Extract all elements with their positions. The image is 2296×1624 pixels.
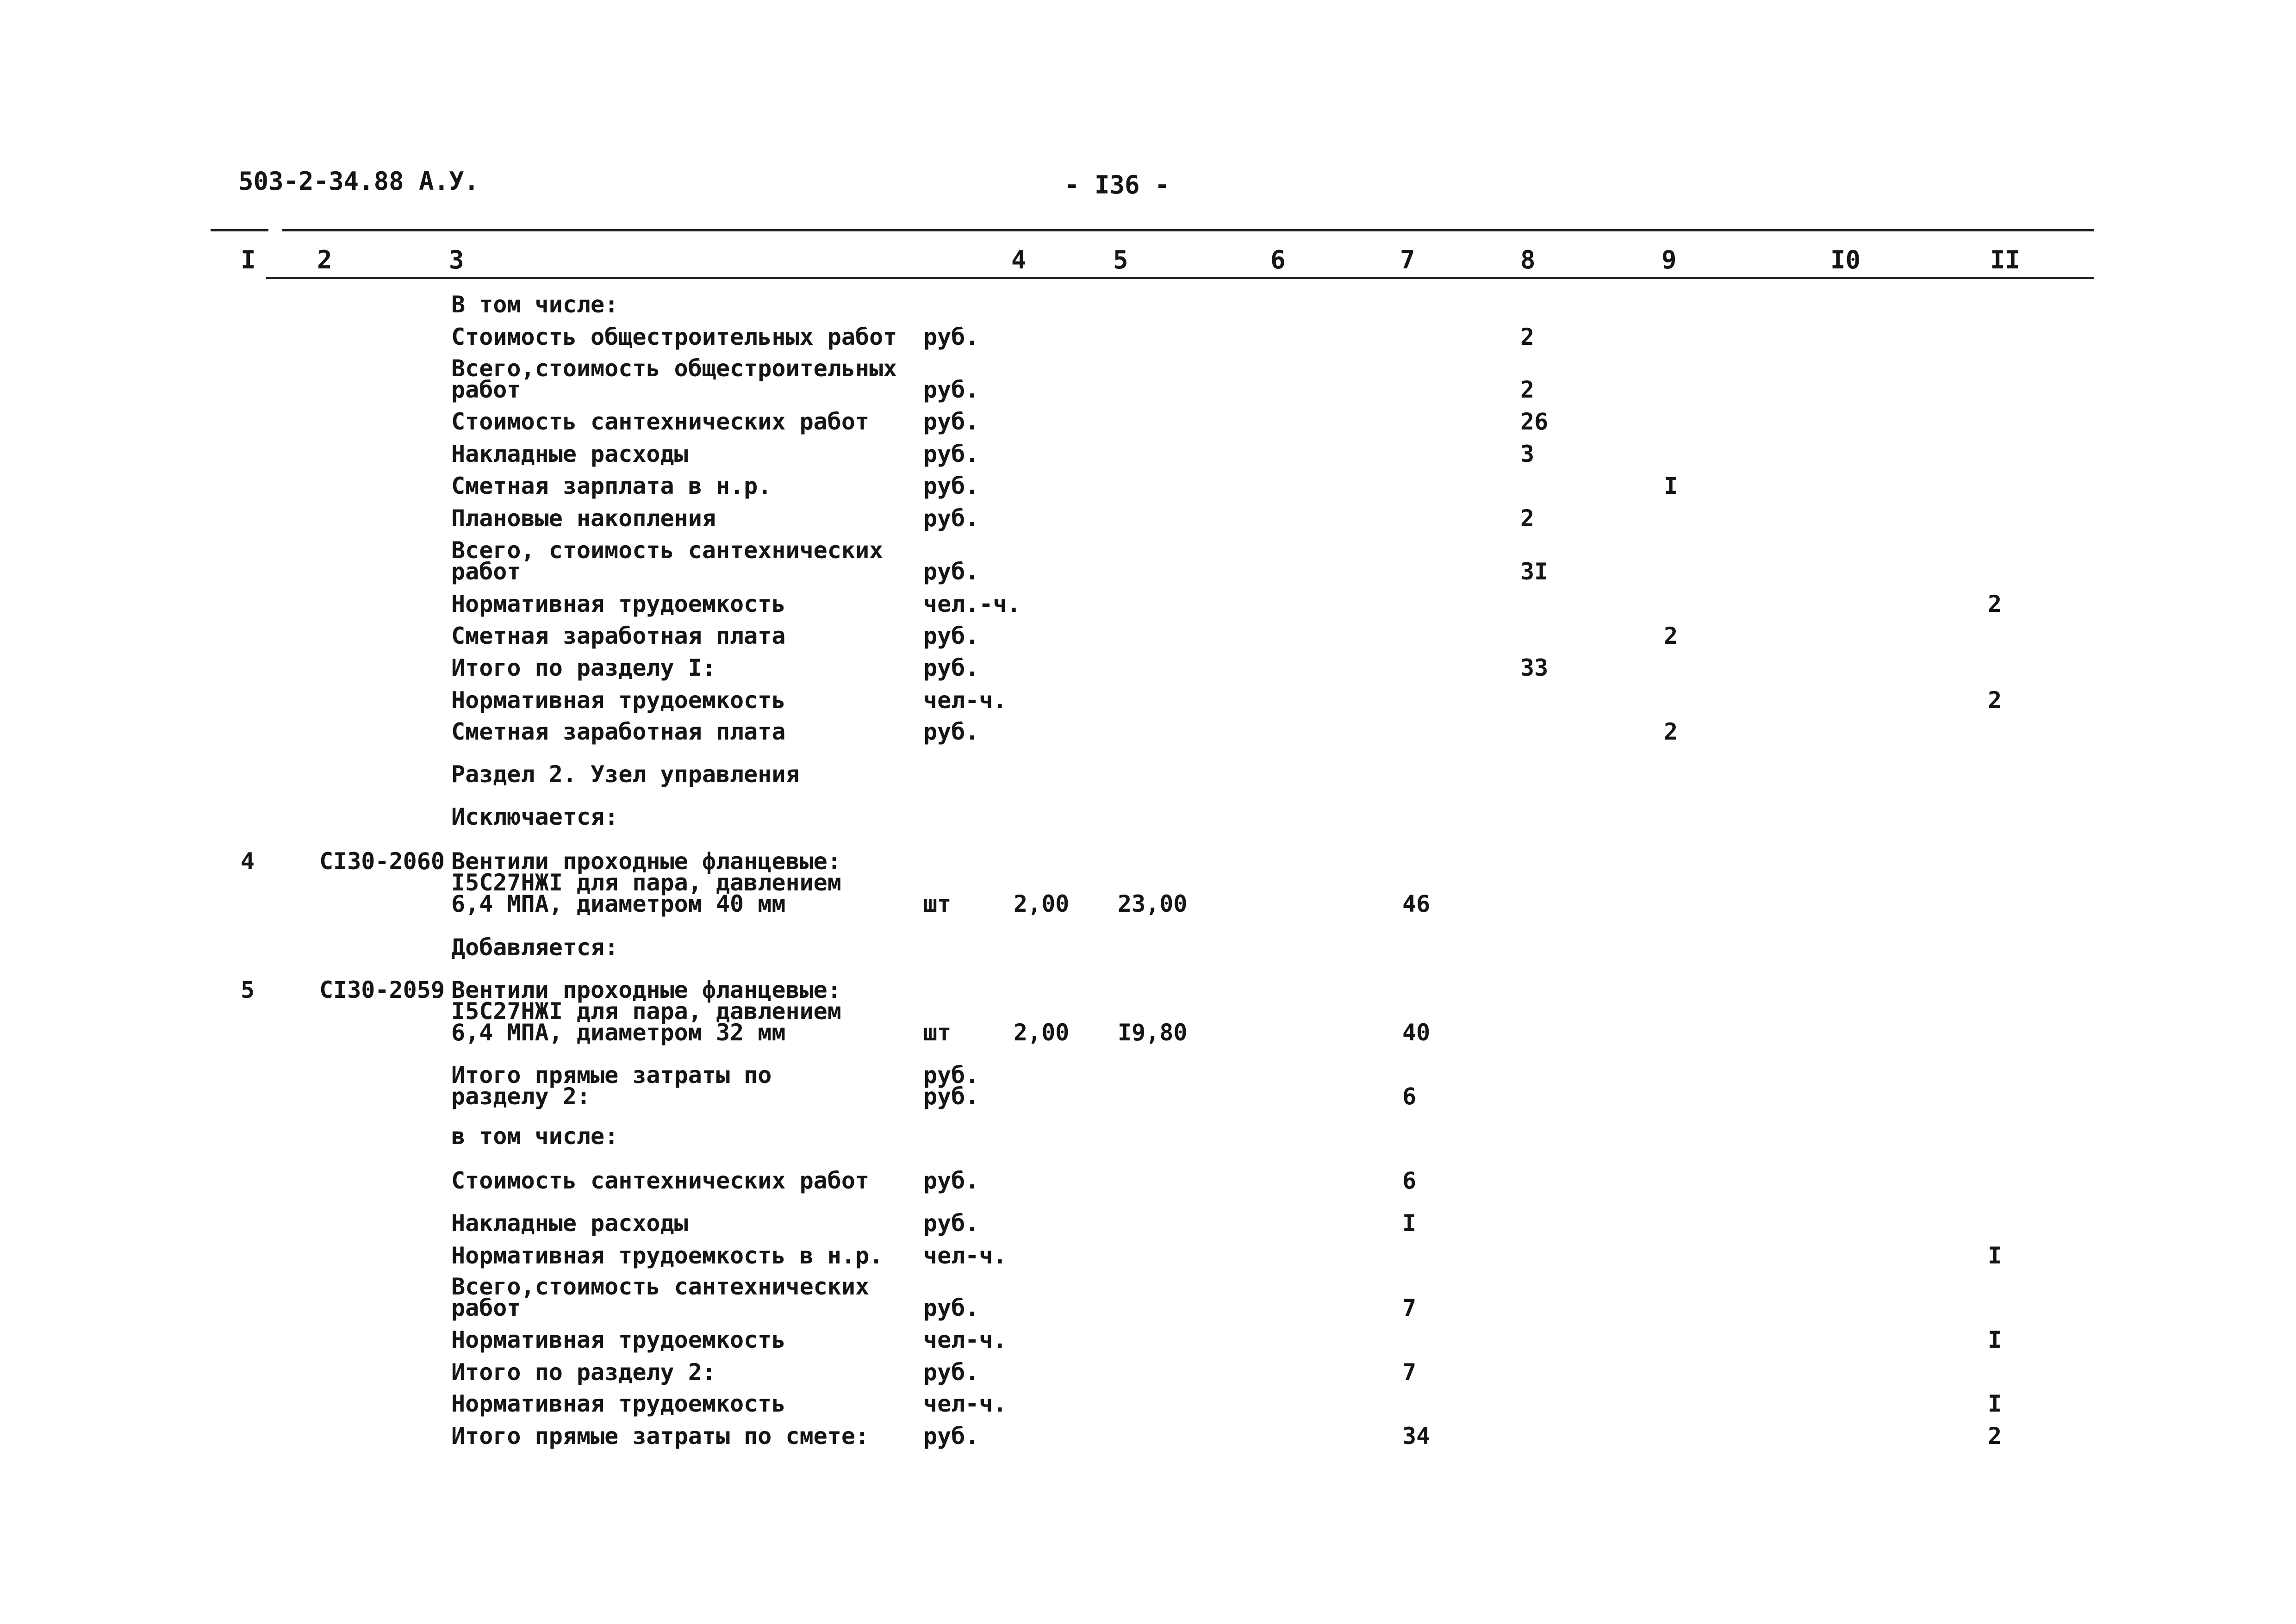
row-col9-value: 2 (1664, 718, 1678, 745)
row-unit: шт (923, 890, 952, 917)
row-col11-value: 2 (1988, 687, 2002, 714)
row-name: Итого по разделу 2: (451, 1359, 716, 1386)
row-name: Сметная зарплата в н.р. (451, 473, 772, 499)
row-unit: чел-ч. (923, 687, 1007, 714)
row-name: Нормативная трудоемкость в н.р. (451, 1242, 884, 1269)
row-unit: руб. руб. (923, 1062, 979, 1110)
row-unit: руб. (923, 1210, 979, 1237)
column-number-10: I0 (1830, 245, 1861, 274)
row-unit: чел-ч. (923, 1242, 1007, 1269)
row-col9-value: I (1664, 473, 1678, 499)
row-unit: руб. (923, 408, 979, 435)
row-unit: чел-ч. (923, 1326, 1007, 1353)
row-name: Итого прямые затраты по разделу 2: (451, 1062, 772, 1110)
row-name: Плановые накопления (451, 505, 716, 532)
row-name: Нормативная трудоемкость (451, 1390, 786, 1417)
row-name: Сметная заработная плата (451, 622, 786, 649)
row-name: Стоимость общестроительных работ (451, 324, 897, 350)
row-col11-value: I (1988, 1326, 2002, 1353)
row-col9-value: 2 (1664, 622, 1678, 649)
row-quantity: 2,00 (1014, 890, 1070, 917)
column-number-8: 8 (1520, 245, 1536, 274)
row-total: 6 (1402, 1167, 1417, 1194)
row-unit: чел-ч. (923, 1390, 1007, 1417)
row-col8-value: 2 (1520, 376, 1535, 403)
row-unit: руб. (923, 473, 979, 499)
header-rule (266, 277, 2094, 279)
row-unit: руб. (923, 558, 979, 585)
row-unit: чел.-ч. (923, 591, 1021, 617)
row-number: 4 (241, 848, 255, 875)
row-name: Стоимость сантехнических работ (451, 1167, 870, 1194)
row-name: Всего, стоимость сантехнических работ (451, 537, 884, 585)
row-unit: руб. (923, 505, 979, 532)
row-total: 46 (1402, 890, 1431, 917)
column-number-4: 4 (1011, 245, 1027, 274)
column-number-1: I (241, 245, 256, 274)
row-col8-value: 2 (1520, 324, 1535, 350)
column-number-2: 2 (317, 245, 332, 274)
row-code: CI30-2060 (319, 848, 445, 875)
row-name: Накладные расходы (451, 441, 688, 467)
row-total: 7 (1402, 1359, 1417, 1386)
row-name: Исключается: (451, 803, 619, 830)
row-code: CI30-2059 (319, 977, 445, 1003)
row-name: Нормативная трудоемкость (451, 1326, 786, 1353)
row-unit: руб. (923, 1423, 979, 1450)
row-total: 7 (1402, 1294, 1417, 1321)
section-heading: Раздел 2. Узел управления (451, 761, 800, 788)
row-name: Накладные расходы (451, 1210, 688, 1237)
row-total: I (1402, 1210, 1417, 1237)
row-name: Нормативная трудоемкость (451, 591, 786, 617)
row-unit: руб. (923, 718, 979, 745)
row-col11-value: I (1988, 1390, 2002, 1417)
page-number: - I36 - (1064, 170, 1170, 199)
top-rule-gap (268, 227, 282, 232)
row-name: Итого прямые затраты по смете: (451, 1423, 870, 1450)
top-rule (211, 229, 2094, 231)
row-col8-value: 3I (1520, 558, 1549, 585)
row-name: В том числе: (451, 291, 619, 318)
row-price: 23,00 (1118, 890, 1188, 917)
row-name: Нормативная трудоемкость (451, 687, 786, 714)
row-quantity: 2,00 (1014, 1019, 1070, 1046)
row-unit: руб. (923, 654, 979, 681)
row-name: Добавляется: (451, 934, 619, 961)
row-name: Сметная заработная плата (451, 718, 786, 745)
row-unit: руб. (923, 1167, 979, 1194)
row-unit: руб. (923, 324, 979, 350)
row-number: 5 (241, 977, 255, 1003)
row-col8-value: 3 (1520, 441, 1535, 467)
row-name: Вентили проходные фланцевые: I5С27НЖI для пара, давлением 6,4 МПА, диаметром 32 мм (451, 977, 841, 1046)
column-number-6: 6 (1270, 245, 1286, 274)
column-number-5: 5 (1113, 245, 1128, 274)
column-number-7: 7 (1400, 245, 1415, 274)
row-col11-value: 2 (1988, 1423, 2002, 1450)
row-name: Всего,стоимость общестроительных работ (451, 355, 897, 403)
row-col11-value: I (1988, 1242, 2002, 1269)
row-name: в том числе: (451, 1123, 619, 1150)
row-col8-value: 26 (1520, 408, 1549, 435)
row-name: Стоимость сантехнических работ (451, 408, 870, 435)
row-col8-value: 33 (1520, 654, 1549, 681)
row-unit: руб. (923, 622, 979, 649)
row-name: Вентили проходные фланцевые: I5С27НЖI для пара, давлением 6,4 МПА, диаметром 40 мм (451, 848, 841, 917)
row-unit: шт (923, 1019, 952, 1046)
row-name: Всего,стоимость сантехнических работ (451, 1273, 870, 1321)
row-unit: руб. (923, 1359, 979, 1386)
document-code: 503-2-34.88 А.У. (238, 167, 479, 196)
row-unit: руб. (923, 376, 979, 403)
column-number-9: 9 (1661, 245, 1677, 274)
row-unit: руб. (923, 1294, 979, 1321)
column-number-11: II (1990, 245, 2021, 274)
row-price: I9,80 (1118, 1019, 1188, 1046)
row-total: 6 (1402, 1083, 1417, 1110)
row-col11-value: 2 (1988, 591, 2002, 617)
row-name: Итого по разделу I: (451, 654, 716, 681)
row-unit: руб. (923, 441, 979, 467)
column-number-3: 3 (449, 245, 464, 274)
row-col8-value: 2 (1520, 505, 1535, 532)
row-total: 40 (1402, 1019, 1431, 1046)
row-total: 34 (1402, 1423, 1431, 1450)
